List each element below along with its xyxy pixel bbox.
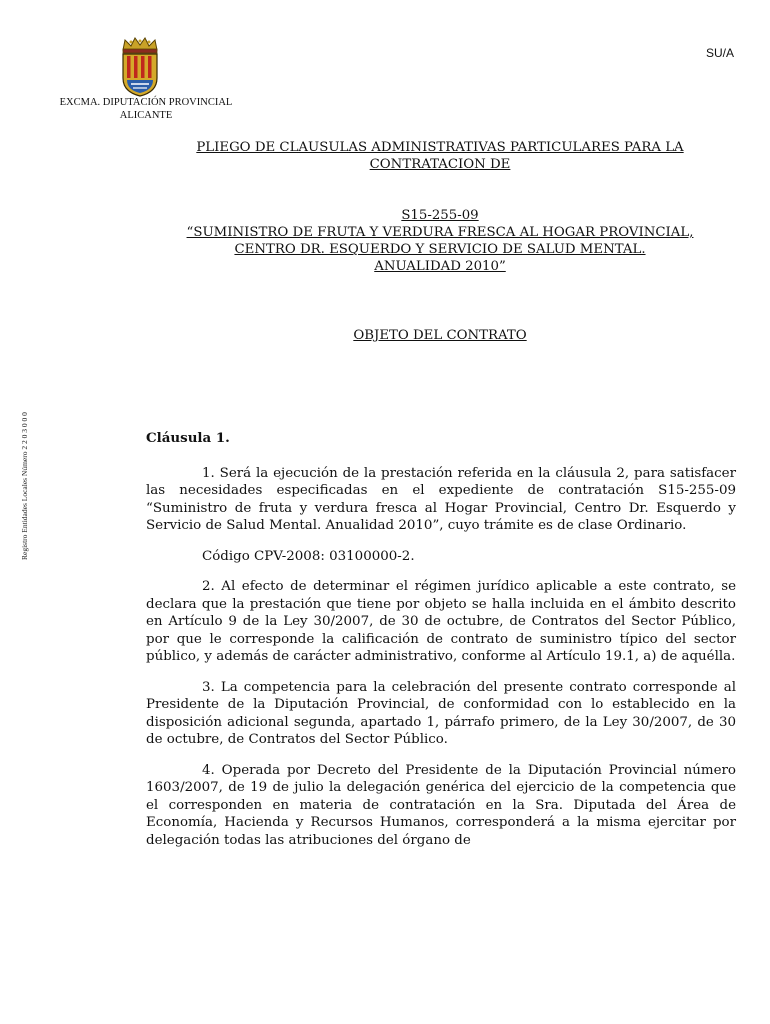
contract-code: S15-255-09 (401, 208, 479, 223)
section-heading: OBJETO DEL CONTRATO (353, 328, 527, 343)
clause-title: Cláusula 1. (146, 430, 230, 446)
paragraph-4: 4. Operada por Decreto del Presidente de la Diputación Provincial número 1603/2007, de 19 de julio la delegación genérica del ejercicio de la competencia que el corresponden en materia de contratación en la Sra. Diputada del Área de Economía, Hacienda y Recursos Humanos, corresponderá a la misma ejercitar por delegación todas las atribuciones del órgano de (146, 762, 736, 848)
organization-line-1: EXCMA. DIPUTACIÓN PROVINCIAL (59, 97, 233, 108)
title-line-1: PLIEGO DE CLAUSULAS ADMINISTRATIVAS PARTICULARES PARA LA (196, 140, 684, 155)
organization-line-2: ALICANTE (119, 110, 173, 121)
coat-of-arms-logo (119, 36, 161, 98)
document-reference-code: SU/A (705, 46, 734, 60)
document-body (146, 430, 736, 862)
paragraph-1: 1. Será la ejecución de la prestación referida en la cláusula 2, para satisfacer las necesidades especificadas en el expediente de contratación S15-255-09 “Suministro de fruta y verdura fresca al Hogar Provincial, Centro Dr. Esquerdo y Servicio de Salud Mental. Anualidad 2010”, cuyo trámite es de clase Ordinario. (146, 465, 736, 533)
organization-name (48, 96, 244, 122)
subject-line-1: “SUMINISTRO DE FRUTA Y VERDURA FRESCA AL HOGAR PROVINCIAL, (186, 225, 694, 240)
paragraph-2: 2. Al efecto de determinar el régimen jurídico aplicable a este contrato, se declara que la prestación que tiene por objeto se halla incluida en el ámbito descrito en Artículo 9 de la Ley 30/2007, de 30 de octubre, de Contratos del Sector Público, por que le corresponde la calificación de contrato de suministro típico del sector público, y además de carácter administrativo, conforme al Artículo 19.1, a) de aquélla. (146, 579, 736, 664)
subject-line-2: CENTRO DR. ESQUERDO Y SERVICIO DE SALUD MENTAL. (234, 242, 646, 257)
registry-side-note: Registro Entidades Locales Número 2 2 0 3 0 0 0 (20, 412, 29, 560)
paragraph-cpv: Código CPV-2008: 03100000-2. (202, 548, 415, 564)
document-title (140, 139, 740, 173)
paragraph-3: 3. La competencia para la celebración del presente contrato corresponde al Presidente de la Diputación Provincial, de conformidad con lo establecido en la disposición adicional segunda, apartado 1, párrafo primero, de la Ley 30/2007, de 30 de octubre, de Contratos del Sector Público. (146, 679, 736, 747)
title-line-2: CONTRATACION DE (369, 157, 511, 172)
contract-subject (140, 207, 740, 275)
subject-line-3: ANUALIDAD 2010” (374, 259, 506, 274)
